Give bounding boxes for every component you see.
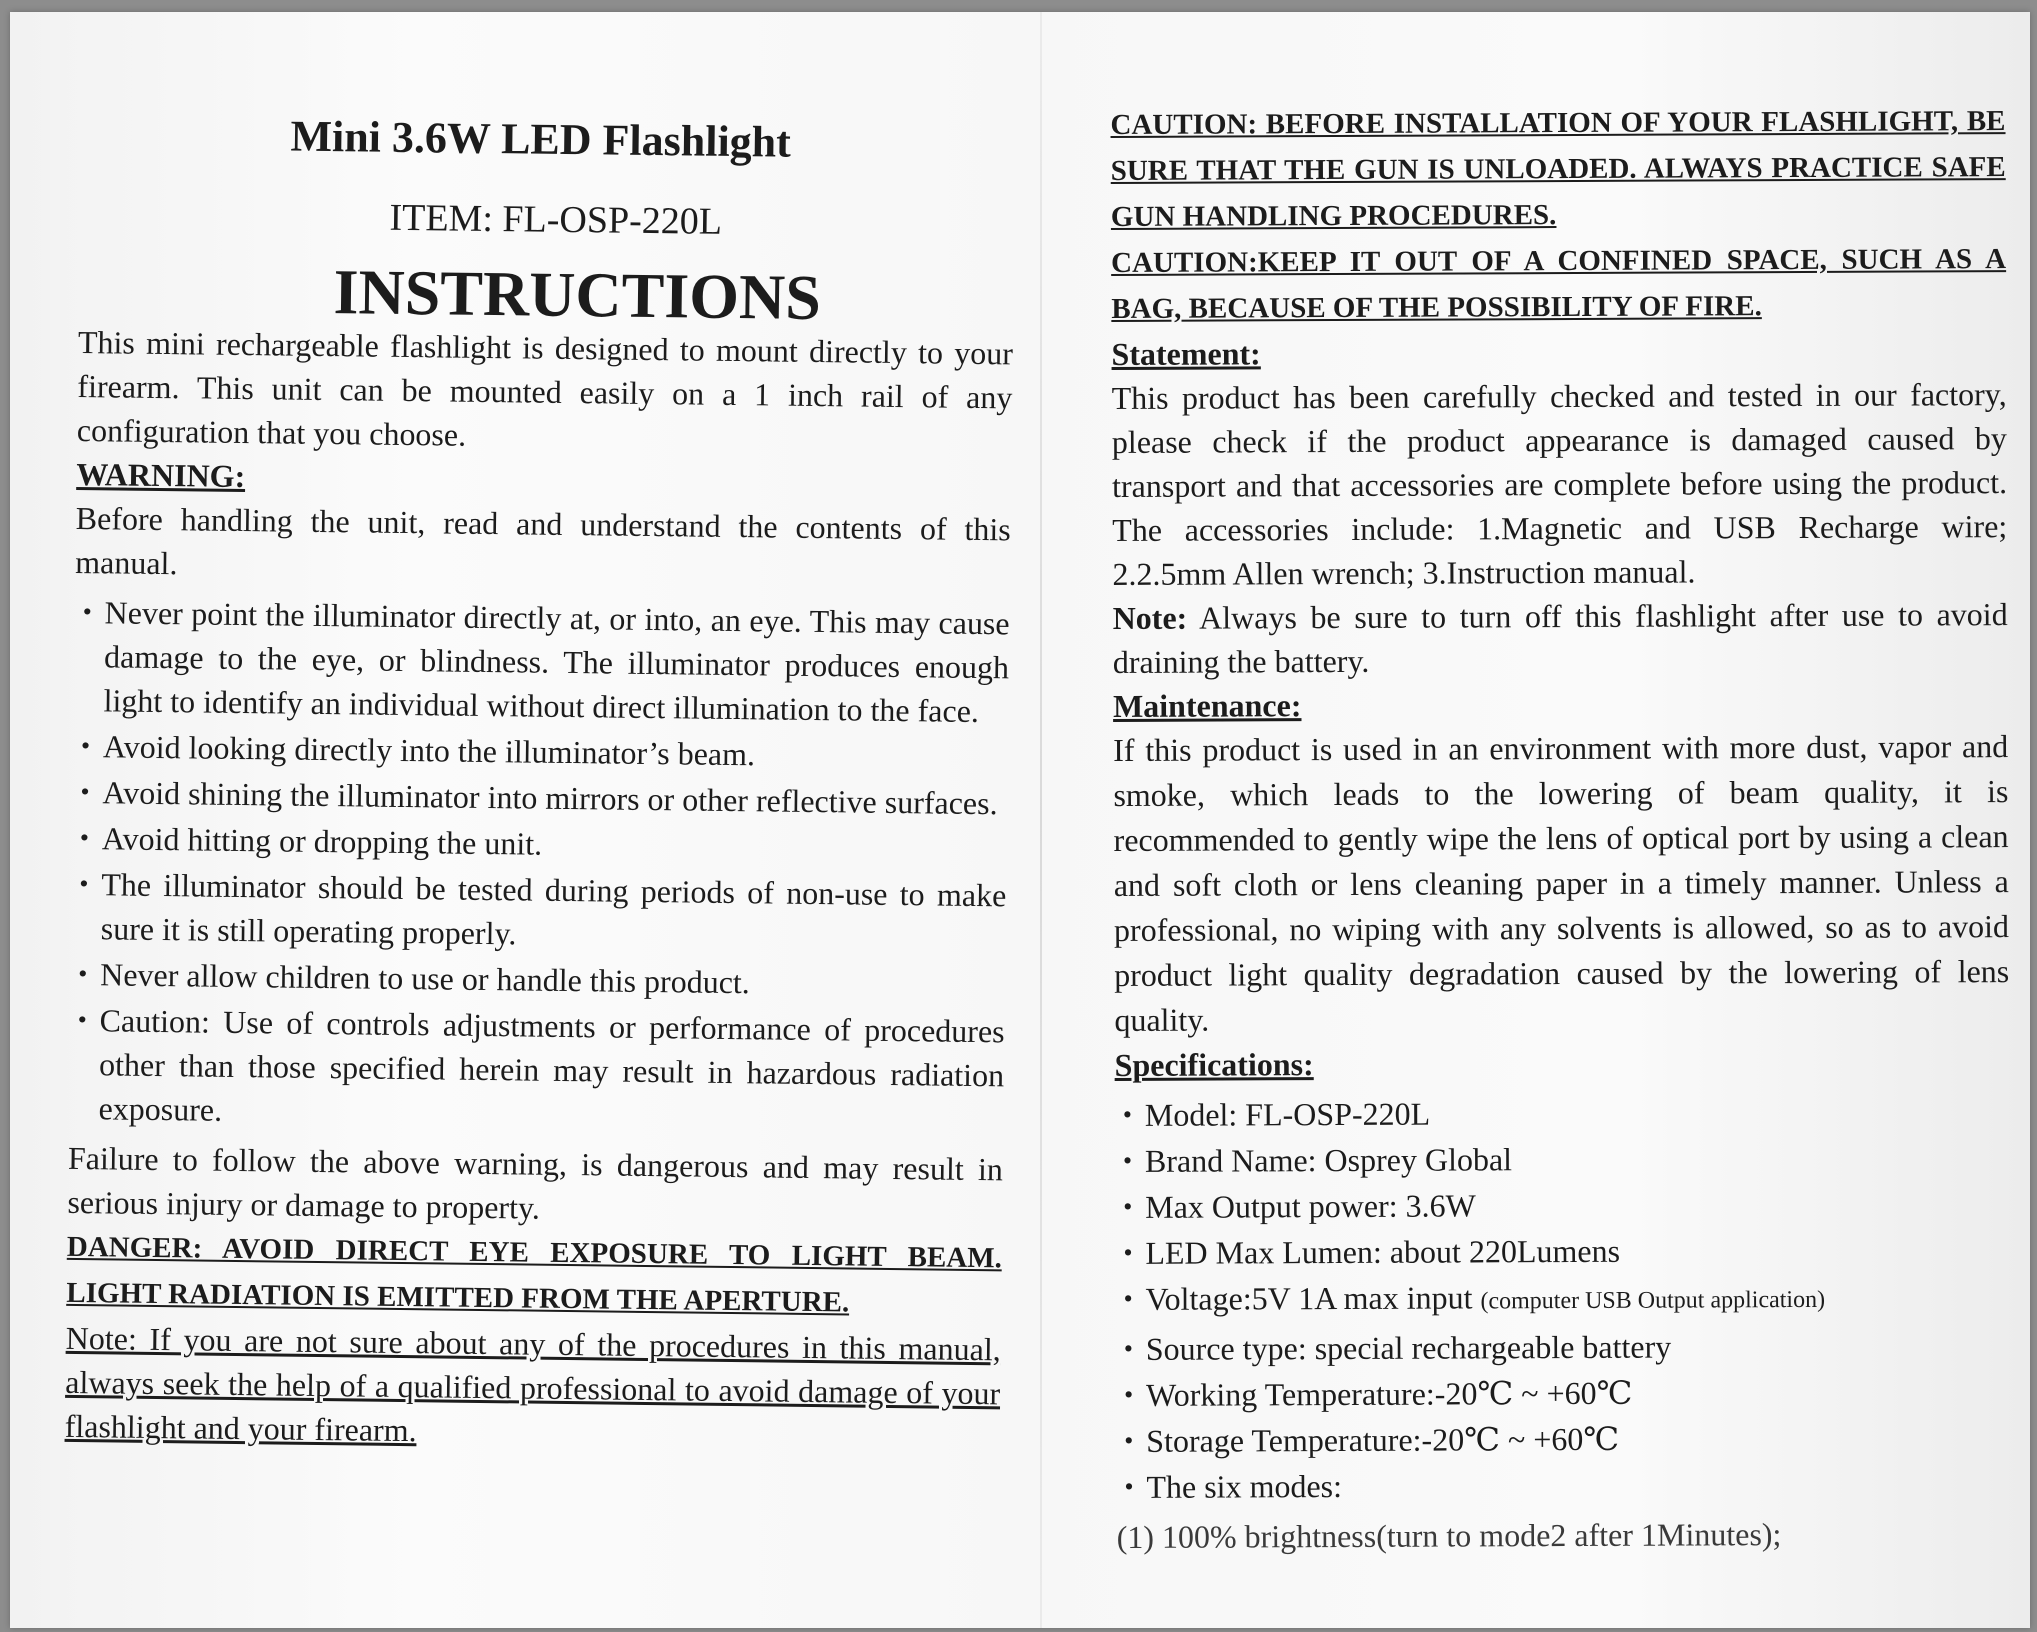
warning-list: [68, 590, 1010, 1141]
spec-brand: • Brand Name: Osprey Global: [1115, 1135, 2010, 1183]
spec-power: • Max Output power: 3.6W: [1115, 1181, 2010, 1229]
spec-source: • Source type: special rechargeable battery: [1116, 1323, 2011, 1371]
product-title: Mini 3.6W LED Flashlight: [290, 111, 792, 167]
list-item: • Never allow children to use or handle this product.: [70, 952, 1005, 1007]
statement-label: Statement:: [1111, 335, 1261, 372]
list-item: • The illuminator should be tested during periods of non-use to make sure it is still operating properly.: [71, 862, 1007, 961]
spec-working-temperature: • Working Temperature:-20℃ ~ +60℃: [1116, 1369, 2011, 1417]
list-item: • Never point the illuminator directly at, or into, an eye. This may cause damage to the eye, or blindness. The illuminator produces enough light to identify an individual without direct illumination to the face.: [73, 590, 1010, 733]
maintenance-label: Maintenance:: [1112, 687, 1302, 724]
spec-voltage: [1116, 1273, 2011, 1325]
statement-paragraph: This product has been carefully checked and tested in our factory, please check if the product appearance is damaged caused by transport and that accessories are complete before using the product. The accessories include: 1.Magnetic and USB Recharge wire; 2.2.5mm Allen wrench; 3.Instruction manual.: [1111, 376, 2008, 592]
left-body: [64, 320, 1013, 1459]
specifications-label: Specifications:: [1114, 1046, 1314, 1083]
spec-lumen: • LED Max Lumen: about 220Lumens: [1115, 1227, 2010, 1275]
warning-paragraph: Before handling the unit, read and understand the contents of this manual.: [75, 499, 1011, 582]
note-label: Note:: [1112, 599, 1188, 636]
right-body: [1110, 98, 2011, 1559]
maintenance-paragraph: If this product is used in an environment with more dust, vapor and smoke, which leads to the lowering of beam quality, it is recommended to gently wipe the lens of optical port by using a clean and soft cloth or lens cleaning paper in a timely manner. Unless a professional, no wiping with any solvents is allowed, so as to avoid product light quality degradation caused by the lowering of lens quality.: [1113, 728, 2010, 1038]
caution-installation: CAUTION: BEFORE INSTALLATION OF YOUR FLASHLIGHT, BE SURE THAT THE GUN IS UNLOADED. ALWAYS PRACTICE SAFE GUN HANDLING PROCEDURES.: [1110, 105, 2006, 233]
list-item: • Avoid shining the illuminator into mirrors or other reflective surfaces.: [72, 770, 1007, 825]
page-fold: [1040, 12, 1042, 1628]
warning-label: WARNING:: [76, 455, 246, 495]
danger-notice: DANGER: AVOID DIRECT EYE EXPOSURE TO LIGHT BEAM. LIGHT RADIATION IS EMITTED FROM THE APERTURE.: [66, 1230, 1003, 1319]
mode-1: (1) 100% brightness(turn to mode2 after 1Minutes);: [1116, 1516, 1782, 1555]
spec-storage-temperature: • Storage Temperature:-20℃ ~ +60℃: [1116, 1415, 2011, 1463]
instructions-heading: INSTRUCTIONS: [333, 256, 822, 334]
battery-note: [1113, 592, 2008, 684]
voltage-note: (computer USB Output application): [1480, 1286, 1826, 1315]
spec-modes: • The six modes:: [1116, 1461, 2011, 1509]
voltage-text: Voltage:5V 1A max input: [1145, 1279, 1473, 1317]
manual-sheet: [10, 12, 2030, 1628]
list-item: • Avoid hitting or dropping the unit.: [72, 816, 1007, 871]
list-item: • Caution: Use of controls adjustments or performance of procedures other than those specified herein may result in hazardous radiation exposure.: [68, 998, 1005, 1141]
list-item: • Avoid looking directly into the illuminator’s beam.: [73, 724, 1008, 779]
spec-model: • Model: FL-OSP-220L: [1115, 1089, 2010, 1137]
failure-paragraph: Failure to follow the above warning, is dangerous and may result in serious injury or damage to property.: [67, 1139, 1004, 1226]
item-number: ITEM: FL-OSP-220L: [389, 196, 723, 243]
left-page: [64, 12, 1017, 1449]
right-page: [1110, 8, 2010, 1555]
caution-fire: CAUTION:KEEP IT OUT OF A CONFINED SPACE, SUCH AS A BAG, BECAUSE OF THE POSSIBILITY OF FIRE.: [1111, 243, 2007, 325]
help-note: Note: If you are not sure about any of the procedures in this manual, always seek the help of a qualified professional to avoid damage of your flashlight and your firearm.: [64, 1319, 1001, 1449]
note-text: Always be sure to turn off this flashlight after use to avoid draining the battery.: [1112, 596, 2008, 680]
specifications-list: [1115, 1089, 2012, 1509]
intro-paragraph: This mini rechargeable flashlight is designed to mount directly to your firearm. This unit can be mounted easily on a 1 inch rail of any configuration that you choose.: [76, 323, 1014, 453]
